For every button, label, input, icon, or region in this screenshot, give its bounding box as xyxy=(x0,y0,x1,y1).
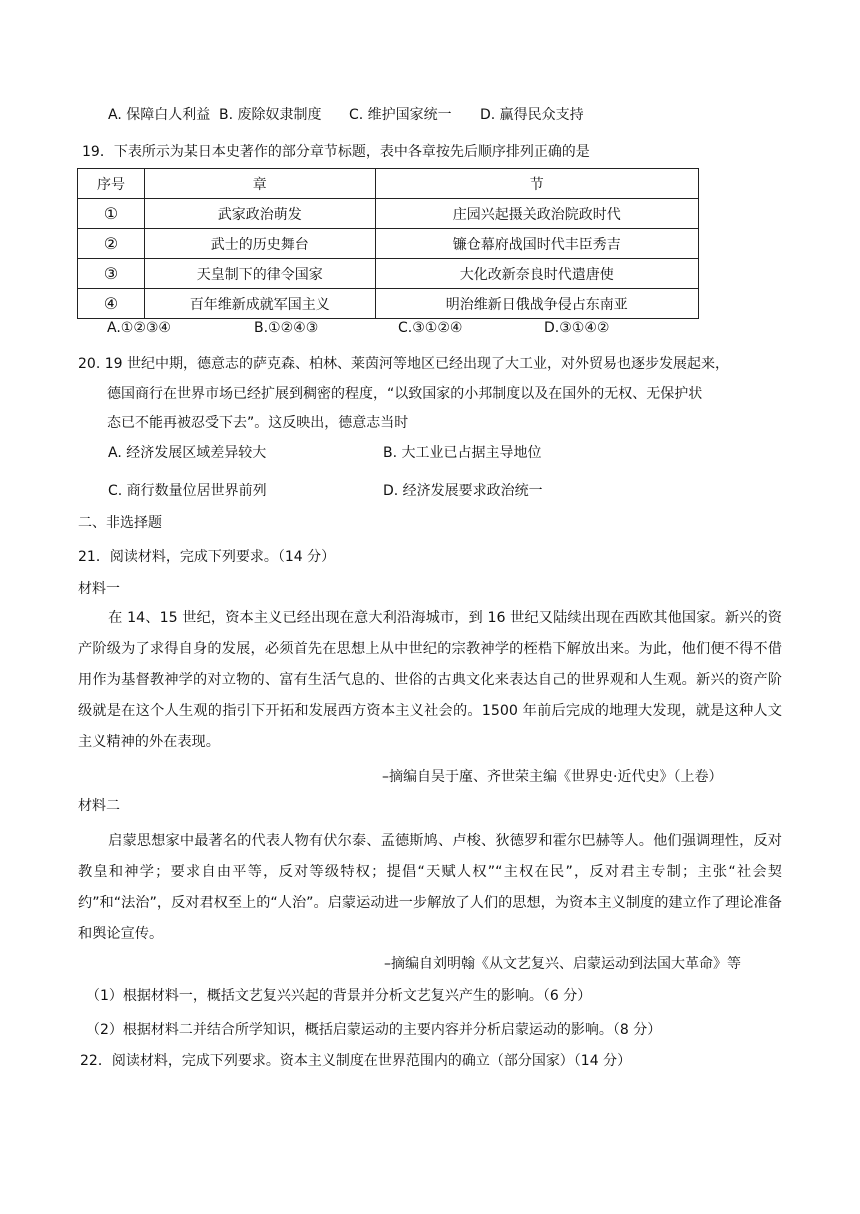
q19-option-b: B.①②④③ xyxy=(254,320,319,336)
table-cell: 百年维新成就军国主义 xyxy=(144,289,375,319)
q22-stem: 22．阅读材料，完成下列要求。资本主义制度在世界范围内的确立（部分国家）（14 分） xyxy=(80,1053,632,1069)
q21-sub-question-1: （1）根据材料一，概括文艺复兴兴起的背景并分析文艺复兴产生的影响。（6 分） xyxy=(86,988,592,1004)
table-cell: 庄园兴起摄关政治院政时代 xyxy=(375,199,698,229)
material2-label: 材料二 xyxy=(78,798,120,814)
q21-stem: 21．阅读材料，完成下列要求。（14 分） xyxy=(78,549,336,565)
table-cell: 大化改新奈良时代遣唐使 xyxy=(375,259,698,289)
table-cell: 镰仓幕府战国时代丰臣秀吉 xyxy=(375,229,698,259)
section-heading: 二、非选择题 xyxy=(78,515,162,531)
q19-option-d: D.③①④② xyxy=(544,320,610,336)
q20-line-2: 德国商行在世界市场已经扩展到稠密的程度，“以致国家的小邦制度以及在国外的无权、无保护状 xyxy=(107,386,703,402)
table-header: 节 xyxy=(375,169,698,199)
table-cell: ① xyxy=(78,199,145,229)
table-cell: 天皇制下的律令国家 xyxy=(144,259,375,289)
q20-option-a: A. 经济发展区域差异较大 xyxy=(108,445,267,461)
table-cell: 武家政治萌发 xyxy=(144,199,375,229)
q21-sub-question-2: （2）根据材料二并结合所学知识，概括启蒙运动的主要内容并分析启蒙运动的影响。（8 分） xyxy=(86,1022,662,1038)
table-row xyxy=(78,259,699,289)
table-row xyxy=(78,199,699,229)
table-cell: 武士的历史舞台 xyxy=(144,229,375,259)
q18-option-a: A. 保障白人利益 xyxy=(108,107,211,123)
table-cell: 明治维新日俄战争侵占东南亚 xyxy=(375,289,698,319)
q18-option-d: D. 赢得民众支持 xyxy=(480,107,584,123)
q20-line-3: 态已不能再被忍受下去”。这反映出，德意志当时 xyxy=(107,415,409,431)
table-row xyxy=(78,229,699,259)
material2-source: –摘编自刘明翰《从文艺复兴、启蒙运动到法国大革命》等 xyxy=(384,956,741,972)
table-cell: ④ xyxy=(78,289,145,319)
chapter-table xyxy=(77,168,699,319)
material2-text: 启蒙思想家中最著名的代表人物有伏尔泰、孟德斯鸠、卢梭、狄德罗和霍尔巴赫等人。他们强调理性，反对教皇和神学；要求自由平等，反对等级特权；提倡“天赋人权”“主权在民”，反对君主专制；主张“社会契约”和“法治”，反对君权至上的“人治”。启蒙运动进一步解放了人们的思想，为资本主义制度的建立作了理论准备和舆论宣传。 xyxy=(78,833,782,942)
q20-option-b: B. 大工业已占据主导地位 xyxy=(383,445,542,461)
material1-label: 材料一 xyxy=(78,581,120,597)
table-cell: ③ xyxy=(78,259,145,289)
q19-option-c: C.③①②④ xyxy=(398,320,463,336)
table-cell: ② xyxy=(78,229,145,259)
q20-option-d: D. 经济发展要求政治统一 xyxy=(383,483,543,499)
q18-option-b: B. 废除奴隶制度 xyxy=(219,107,322,123)
material1-text: 在 14、15 世纪，资本主义已经出现在意大利沿海城市，到 16 世纪又陆续出现在西欧其他国家。新兴的资产阶级为了求得自身的发展，必须首先在思想上从中世纪的宗教神学的桎梏下解放出来。为此，他们便不得不借用作为基督教神学的对立物的、富有生活气息的、世俗的古典文化来表达自己的世界观和人生观。新兴的资产阶级就是在这个人生观的指引下开拓和发展西方资本主义社会的。1500 年前后完成的地理大发现，就是这种人文主义精神的外在表现。 xyxy=(78,610,782,750)
table-header: 序号 xyxy=(78,169,145,199)
material1-paragraph xyxy=(78,603,782,758)
table-header: 章 xyxy=(144,169,375,199)
q20-line-1: 20. 19 世纪中期，德意志的萨克森、柏林、莱茵河等地区已经出现了大工业，对外贸易也逐步发展起来， xyxy=(78,356,729,372)
material1-source: –摘编自吴于廑、齐世荣主编《世界史·近代史》（上卷） xyxy=(382,769,723,785)
q20-option-c: C. 商行数量位居世界前列 xyxy=(108,483,267,499)
q19-stem: 19．下表所示为某日本史著作的部分章节标题，表中各章按先后顺序排列正确的是 xyxy=(82,144,590,160)
q18-option-c: C. 维护国家统一 xyxy=(349,107,452,123)
material2-paragraph xyxy=(78,826,782,950)
q19-option-a: A.①②③④ xyxy=(107,320,171,336)
table-header-row xyxy=(78,169,699,199)
table-row xyxy=(78,289,699,319)
